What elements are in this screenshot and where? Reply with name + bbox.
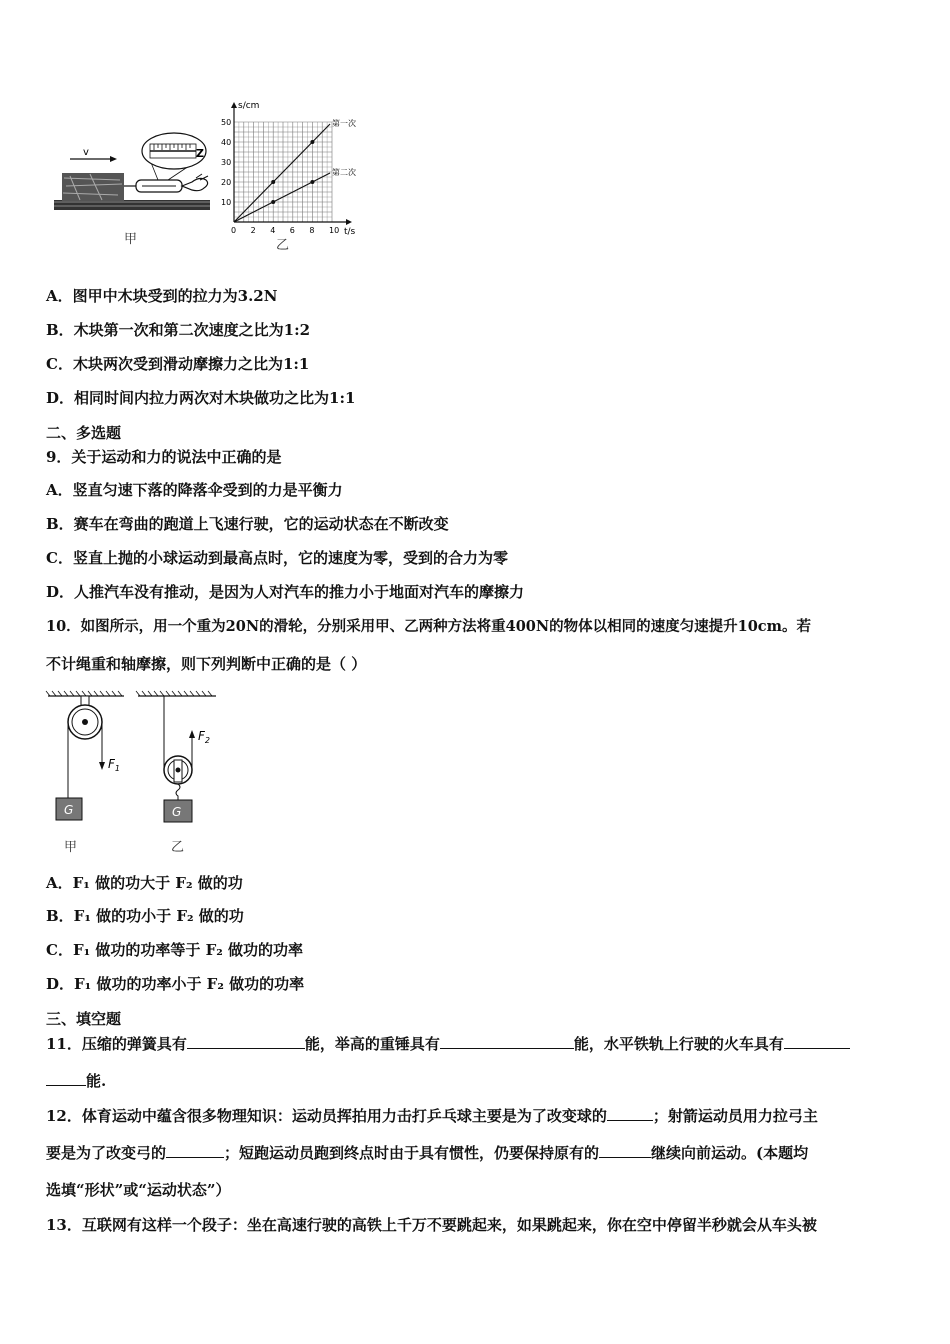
x-tick-label: 10 (329, 226, 340, 235)
q10-stem-line1: 10．如图所示，用一个重为20N的滑轮，分别采用甲、乙两种方法将重400N的物体以相同的速度匀速提升10cm。若 (46, 618, 811, 635)
y-tick-label: 10 (221, 198, 232, 207)
x-axis-arrow (346, 219, 352, 225)
figure-jia-block-spring-scale (50, 128, 220, 218)
series-name-2: 第二次 (332, 168, 357, 177)
y-axis-label: s/cm (238, 101, 260, 111)
velocity-label: v (83, 147, 89, 158)
q10-option-d: D．F₁ 做功的功率小于 F₂ 做功的功率 (46, 975, 305, 993)
f1-label: F (108, 757, 115, 771)
q8-option-c: C．木块两次受到滑动摩擦力之比为1:1 (46, 355, 310, 373)
q9-option-c: C．竖直上抛的小球运动到最高点时，它的速度为零，受到的合力为零 (46, 549, 508, 567)
q11-part1: 11．压缩的弹簧具有 (46, 1035, 187, 1053)
data-point-series-1 (271, 180, 275, 184)
q8-option-d: D．相同时间内拉力两次对木块做功之比为1:1 (46, 389, 356, 407)
q9-stem: 9．关于运动和力的说法中正确的是 (46, 448, 282, 466)
q11-blank-3b[interactable] (46, 1071, 86, 1086)
pulley-yi-label: 乙 (171, 840, 185, 855)
data-point-series-1 (310, 140, 314, 144)
figure-jia-label: 甲 (124, 232, 138, 247)
x-tick-label: 6 (289, 226, 295, 235)
q11-line1 (46, 1034, 850, 1054)
q11-line2 (46, 1071, 106, 1091)
q12-line2 (46, 1143, 808, 1163)
q8-option-b: B．木块第一次和第二次速度之比为1:2 (46, 321, 311, 339)
svg-text:F2 (198, 729, 210, 745)
svg-text:F1 (108, 757, 120, 773)
q12-blank-2[interactable] (166, 1143, 224, 1158)
data-point-series-2 (271, 200, 275, 204)
q12-part4: ；短跑运动员跑到终点时由于具有惯性，仍要保持原有的 (224, 1144, 600, 1162)
q11-part2: 能，举高的重锤具有 (304, 1035, 440, 1053)
x-axis-label: t/s (344, 227, 356, 236)
pulley-jia-label: 甲 (64, 840, 78, 855)
x-tick-label: 2 (250, 226, 256, 235)
series-line-1 (234, 124, 330, 222)
series-name-1: 第一次 (332, 119, 357, 128)
q12-part5: 继续向前运动。(本题均 (651, 1144, 809, 1162)
series-line-2 (234, 173, 330, 222)
q9-option-d: D．人推汽车没有推动，是因为人对汽车的推力小于地面对汽车的摩擦力 (46, 583, 525, 601)
section-heading-multi-choice: 二、多选题 (46, 424, 122, 442)
q11-blank-3a[interactable] (784, 1034, 850, 1049)
q12-part2: ；射箭运动员用力拉弓主 (652, 1107, 818, 1125)
section-heading-fill-in: 三、填空题 (46, 1010, 122, 1028)
q8-option-a: A．图甲中木块受到的拉力为3.2N (46, 287, 278, 305)
scale-unit-letter: Z (196, 147, 204, 160)
q12-line1 (46, 1106, 818, 1126)
q11-part3: 能，水平铁轨上行驶的火车具有 (573, 1035, 784, 1053)
q12-part3: 要是为了改变弓的 (46, 1144, 167, 1162)
f1-subscript: 1 (114, 764, 120, 773)
q9-option-a: A．竖直匀速下落的降落伞受到的力是平衡力 (46, 481, 343, 499)
q10-stem-line2: 不计绳重和轴摩擦，则下列判断中正确的是（ ） (46, 655, 367, 673)
f2-label: F (198, 729, 205, 743)
q10-option-b: B．F₁ 做的功小于 F₂ 做的功 (46, 907, 244, 925)
q11-blank-1[interactable] (187, 1034, 305, 1049)
figure-yi-label: 乙 (276, 238, 290, 253)
q12-line3: 选填“形状”或“运动状态”） (46, 1181, 231, 1199)
q11-blank-2[interactable] (440, 1034, 574, 1049)
y-tick-label: 30 (221, 158, 232, 167)
q13-stem: 13．互联网有这样一个段子：坐在高速行驶的高铁上千万不要跳起来，如果跳起来，你在空中停留半秒就会从车头被 (46, 1216, 817, 1234)
q11-part4: 能. (86, 1072, 107, 1090)
x-tick-label: 4 (270, 226, 276, 235)
s-t-graph (218, 96, 368, 236)
data-point-series-2 (310, 180, 314, 184)
pulley-figures (40, 688, 230, 858)
x-tick-label: 8 (309, 226, 315, 235)
f2-subscript: 2 (204, 736, 210, 745)
q12-part1: 12．体育运动中蕴含很多物理知识：运动员挥拍用力击打乒乓球主要是为了改变球的 (46, 1107, 607, 1125)
weight-g-jia: G (64, 803, 74, 817)
q12-blank-1[interactable] (607, 1106, 653, 1121)
y-tick-label: 40 (221, 138, 232, 147)
y-tick-label: 20 (221, 178, 232, 187)
y-axis-arrow (231, 102, 237, 108)
weight-g-yi: G (172, 805, 182, 819)
q10-option-a: A．F₁ 做的功大于 F₂ 做的功 (46, 874, 243, 892)
y-tick-label: 50 (221, 118, 232, 127)
q12-blank-3[interactable] (599, 1143, 651, 1158)
q9-option-b: B．赛车在弯曲的跑道上飞速行驶，它的运动状态在不断改变 (46, 515, 449, 533)
x-tick-label: 0 (231, 226, 237, 235)
q10-option-c: C．F₁ 做功的功率等于 F₂ 做功的功率 (46, 941, 304, 959)
